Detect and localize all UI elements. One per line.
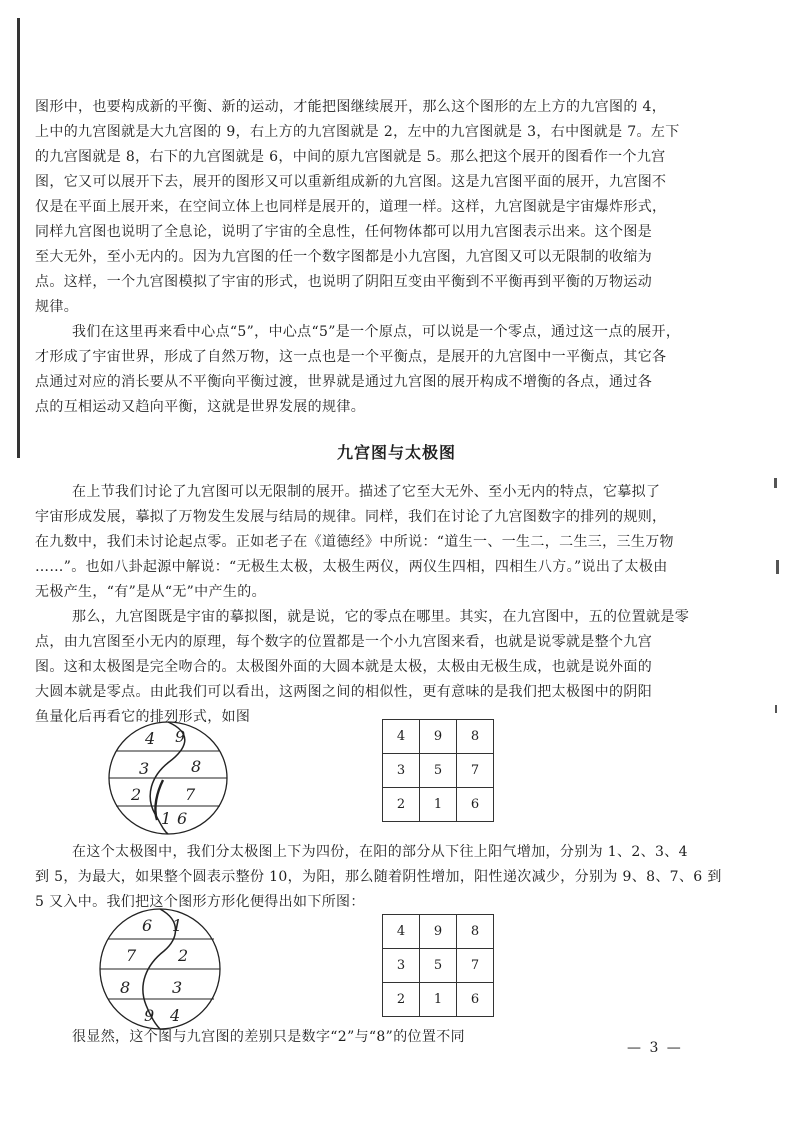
text-line: 点。这样，一个九宫图模拟了宇宙的形式，也说明了阴阳互变由平衡到不平衡再到平衡的万物运动 xyxy=(35,274,653,290)
diagram-number: 7 xyxy=(126,946,137,965)
text-line: 点通过对应的消长要从不平衡向平衡过渡，世界就是通过九宫图的展开构成不增衡的各点，通过各 xyxy=(35,374,653,390)
text-line: 无极产生，“有”是从“无”中产生的。 xyxy=(35,584,266,600)
scan-artifact xyxy=(775,705,777,713)
grid-cell: 8 xyxy=(457,915,494,949)
grid-cell: 9 xyxy=(420,720,457,754)
diagram-number: 1 xyxy=(172,916,183,935)
text-line: 图形中，也要构成新的平衡、新的运动，才能把图继续展开，那么这个图形的左上方的九宫图的 4， xyxy=(35,99,667,115)
lo-shu-grid-1 xyxy=(382,719,494,822)
diagram-number: 3 xyxy=(139,759,150,778)
grid-cell: 9 xyxy=(420,915,457,949)
text-line: 宇宙形成发展，摹拟了万物发生发展与结局的规律。同样，我们在讨论了九宫图数字的排列的规则， xyxy=(35,509,667,525)
scan-binding-line xyxy=(17,18,20,458)
figure-caption: 很显然，这个图与九宫图的差别只是数字“2”与“8”的位置不同 xyxy=(72,1029,465,1045)
grid-cell: 2 xyxy=(383,983,420,1017)
diagram-number: 2 xyxy=(131,785,142,804)
diagram-number: 9 xyxy=(175,727,186,746)
text-line: 大圆本就是零点。由此我们可以看出，这两图之间的相似性，更有意味的是我们把太极图中的阴阳 xyxy=(35,684,653,700)
text-line: ……”。也如八卦起源中解说：“无极生太极，太极生两仪，两仪生四相，四相生八方。”说出了太极由 xyxy=(35,559,668,575)
grid-cell: 1 xyxy=(420,983,457,1017)
grid-cell: 7 xyxy=(457,754,494,788)
diagram-number: 4 xyxy=(145,729,156,748)
grid-cell: 5 xyxy=(420,754,457,788)
page-number: — 3 — xyxy=(627,1040,683,1056)
grid-cell: 2 xyxy=(383,788,420,822)
diagram-number: 2 xyxy=(178,946,189,965)
scan-artifact xyxy=(774,478,777,488)
grid-cell: 4 xyxy=(383,720,420,754)
grid-cell: 3 xyxy=(383,949,420,983)
diagram-number: 1 xyxy=(161,809,172,828)
text-line: 图，它又可以展开下去，展开的图形又可以重新组成新的九宫图。这是九宫图平面的展开，九宫图不 xyxy=(35,174,667,190)
text-line: 在九数中，我们未讨论起点零。正如老子在《道德经》中所说：“道生一、一生二，二生三，三生万物 xyxy=(35,534,674,550)
text-line: 到 5，为最大，如果整个圆表示整份 10，为阳，那么随着阴性增加，阳性递次减少，分别为 9、8、7、6 到 xyxy=(35,869,722,885)
grid-cell: 6 xyxy=(457,983,494,1017)
taiji-diagram-2 xyxy=(96,907,226,1033)
grid-cell: 8 xyxy=(457,720,494,754)
text-line: 点的互相运动又趋向平衡，这就是世界发展的规律。 xyxy=(35,399,366,415)
text-line: 至大无外，至小无内的。因为九宫图的任一个数字图都是小九宫图，九宫图又可以无限制的收缩为 xyxy=(35,249,653,265)
section-heading: 九宫图与太极图 xyxy=(336,443,456,462)
text-line: 仅是在平面上展开来，在空间立体上也同样是展开的，道理一样。这样，九宫图就是宇宙爆炸形式， xyxy=(35,199,667,215)
diagram-number: 8 xyxy=(191,757,202,776)
text-line: 鱼量化后再看它的排列形式，如图 xyxy=(35,709,251,725)
text-line: 在上节我们讨论了九宫图可以无限制的展开。描述了它至大无外、至小无内的特点，它摹拟了 xyxy=(72,484,661,500)
diagram-number: 9 xyxy=(144,1006,155,1025)
grid-cell: 4 xyxy=(383,915,420,949)
text-line: 5 又入中。我们把这个图形方形化便得出如下所图： xyxy=(35,894,365,910)
text-line: 的九宫图就是 8，右下的九宫图就是 6，中间的原九宫图就是 5。那么把这个展开的图看作一个九宫 xyxy=(35,149,666,165)
text-line: 我们在这里再来看中心点“5”，中心点“5”是一个原点，可以说是一个零点，通过这一点的展开， xyxy=(72,324,681,340)
text-line: 同样九宫图也说明了全息论，说明了宇宙的全息性，任何物体都可以用九宫图表示出来。这个图是 xyxy=(35,224,653,240)
lo-shu-grid-2 xyxy=(382,914,494,1017)
scan-artifact xyxy=(776,560,779,574)
diagram-number: 6 xyxy=(177,809,188,828)
grid-cell: 5 xyxy=(420,949,457,983)
text-line: 图。这和太极图是完全吻合的。太极图外面的大圆本就是太极，太极由无极生成，也就是说外面的 xyxy=(35,659,653,675)
text-line: 规律。 xyxy=(35,299,79,315)
diagram-number: 3 xyxy=(172,978,183,997)
text-line: 才形成了宇宙世界，形成了自然万物，这一点也是一个平衡点，是展开的九宫图中一平衡点，其它各 xyxy=(35,349,667,365)
grid-cell: 6 xyxy=(457,788,494,822)
diagram-number: 4 xyxy=(170,1006,181,1025)
text-line: 点，由九宫图至小无内的原理，每个数字的位置都是一个小九宫图来看，也就是说零就是整个九宫 xyxy=(35,634,653,650)
taiji-diagram-1 xyxy=(105,720,235,838)
text-line: 那么，九宫图既是宇宙的摹拟图，就是说，它的零点在哪里。其实，在九宫图中，五的位置就是零 xyxy=(72,609,690,625)
diagram-number: 8 xyxy=(120,978,131,997)
grid-cell: 3 xyxy=(383,754,420,788)
grid-cell: 7 xyxy=(457,949,494,983)
diagram-number: 7 xyxy=(185,785,196,804)
text-line: 上中的九宫图就是大九宫图的 9，右上方的九宫图就是 2，左中的九宫图就是 3，右中图就是 7。左下 xyxy=(35,124,680,140)
diagram-number: 6 xyxy=(142,916,153,935)
grid-cell: 1 xyxy=(420,788,457,822)
text-line: 在这个太极图中，我们分太极图上下为四份，在阳的部分从下往上阳气增加，分别为 1、2、3、4 xyxy=(72,844,688,860)
